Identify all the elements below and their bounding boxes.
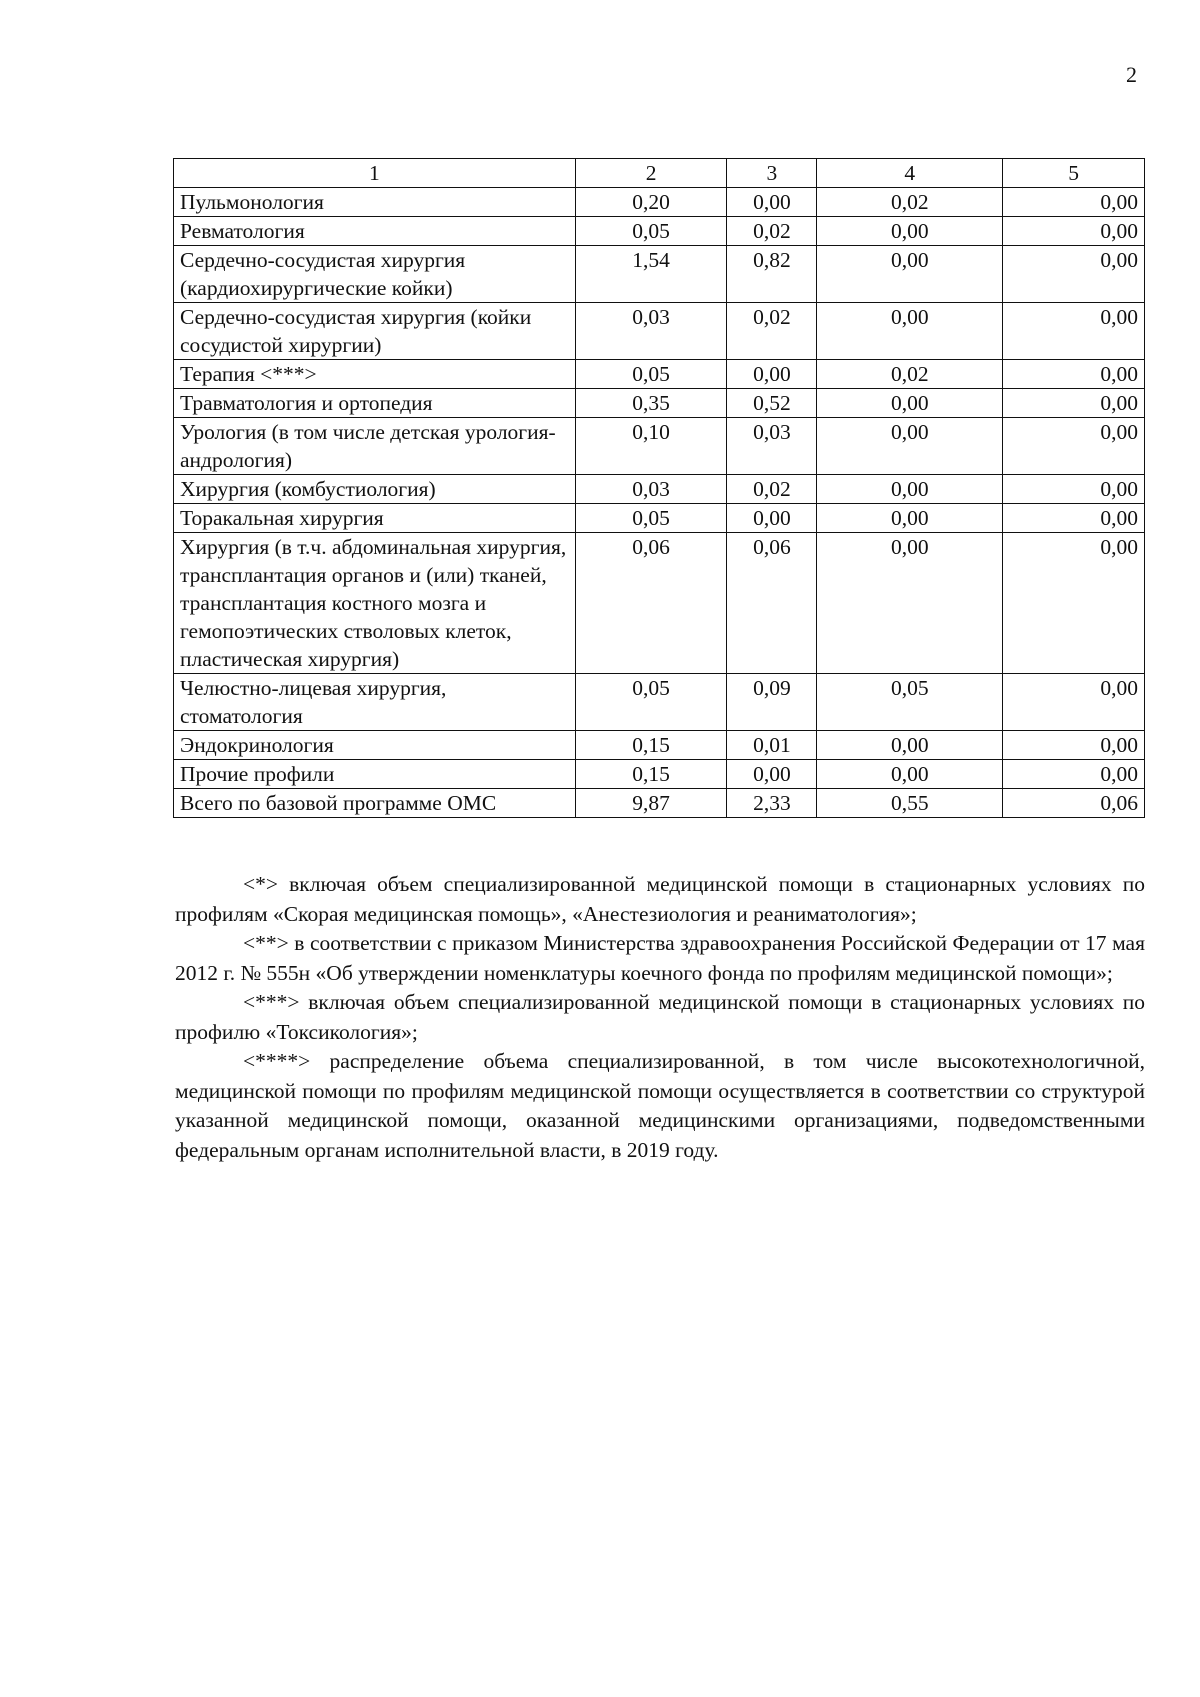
- value-cell: 0,00: [1003, 217, 1145, 246]
- column-header: 1: [174, 159, 576, 188]
- table-row: [174, 760, 1145, 789]
- value-cell: 0,00: [727, 188, 817, 217]
- value-cell: 0,00: [817, 418, 1003, 475]
- value-cell: 0,00: [1003, 475, 1145, 504]
- table-header-row: [174, 159, 1145, 188]
- footnote: <****> распределение объема специализированной, в том числе высокотехнологичной, медицинской помощи по профилям медицинской помощи осуществляется в соответствии со структурой указанной медицинской помощи, оказанной медицинскими организациями, подведомственными федеральным органам исполнительной власти, в 2019 году.: [175, 1049, 1145, 1162]
- column-header: 4: [817, 159, 1003, 188]
- value-cell: 0,05: [575, 360, 727, 389]
- table-row: [174, 303, 1145, 360]
- value-cell: 0,00: [817, 303, 1003, 360]
- value-cell: 0,02: [727, 303, 817, 360]
- value-cell: 0,02: [727, 217, 817, 246]
- value-cell: 0,15: [575, 760, 727, 789]
- profile-name-cell: Сердечно-сосудистая хирургия (койки сосудистой хирургии): [174, 303, 576, 360]
- value-cell: 0,82: [727, 246, 817, 303]
- value-cell: 0,03: [575, 303, 727, 360]
- footnote: <***> включая объем специализированной медицинской помощи в стационарных условиях по профилю «Токсикология»;: [175, 990, 1145, 1044]
- table-row: [174, 188, 1145, 217]
- table-row: [174, 217, 1145, 246]
- value-cell: 0,00: [727, 760, 817, 789]
- value-cell: 0,00: [817, 760, 1003, 789]
- column-header: 2: [575, 159, 727, 188]
- value-cell: 0,06: [1003, 789, 1145, 818]
- value-cell: 2,33: [727, 789, 817, 818]
- table-row: [174, 246, 1145, 303]
- table-row: [174, 731, 1145, 760]
- value-cell: 0,15: [575, 731, 727, 760]
- value-cell: 0,00: [817, 389, 1003, 418]
- value-cell: 0,00: [1003, 246, 1145, 303]
- value-cell: 1,54: [575, 246, 727, 303]
- table-row: [174, 360, 1145, 389]
- value-cell: 0,52: [727, 389, 817, 418]
- value-cell: 0,00: [727, 504, 817, 533]
- footnotes: [175, 870, 1145, 1165]
- value-cell: 0,05: [575, 674, 727, 731]
- value-cell: 0,02: [817, 188, 1003, 217]
- profile-name-cell: Травматология и ортопедия: [174, 389, 576, 418]
- value-cell: 0,00: [1003, 188, 1145, 217]
- column-header: 3: [727, 159, 817, 188]
- value-cell: 0,20: [575, 188, 727, 217]
- value-cell: 0,06: [727, 533, 817, 674]
- value-cell: 0,00: [1003, 674, 1145, 731]
- value-cell: 0,00: [1003, 533, 1145, 674]
- profile-name-cell: Торакальная хирургия: [174, 504, 576, 533]
- value-cell: 0,00: [1003, 360, 1145, 389]
- value-cell: 0,02: [817, 360, 1003, 389]
- profile-name-cell: Урология (в том числе детская урология-андрология): [174, 418, 576, 475]
- value-cell: 9,87: [575, 789, 727, 818]
- profile-name-cell: Эндокринология: [174, 731, 576, 760]
- footnote: <*> включая объем специализированной медицинской помощи в стационарных условиях по профилям «Скорая медицинская помощь», «Анестезиология и реаниматология»;: [175, 872, 1145, 926]
- value-cell: 0,00: [817, 217, 1003, 246]
- profile-name-cell: Сердечно-сосудистая хирургия (кардиохирургические койки): [174, 246, 576, 303]
- value-cell: 0,00: [1003, 731, 1145, 760]
- table-row: [174, 475, 1145, 504]
- profile-name-cell: Пульмонология: [174, 188, 576, 217]
- value-cell: 0,05: [575, 217, 727, 246]
- footnote: <**> в соответствии с приказом Министерства здравоохранения Российской Федерации от 17 мая 2012 г. № 555н «Об утверждении номенклатуры коечного фонда по профилям медицинской помощи»;: [175, 931, 1145, 985]
- value-cell: 0,00: [817, 246, 1003, 303]
- beds-volume-table: [173, 158, 1145, 818]
- value-cell: 0,35: [575, 389, 727, 418]
- value-cell: 0,00: [817, 504, 1003, 533]
- profile-name-cell: Ревматология: [174, 217, 576, 246]
- value-cell: 0,00: [1003, 504, 1145, 533]
- value-cell: 0,09: [727, 674, 817, 731]
- value-cell: 0,05: [575, 504, 727, 533]
- value-cell: 0,06: [575, 533, 727, 674]
- value-cell: 0,00: [1003, 760, 1145, 789]
- column-header: 5: [1003, 159, 1145, 188]
- value-cell: 0,05: [817, 674, 1003, 731]
- profile-name-cell: Хирургия (комбустиология): [174, 475, 576, 504]
- value-cell: 0,55: [817, 789, 1003, 818]
- profile-name-cell: Всего по базовой программе ОМС: [174, 789, 576, 818]
- table-row: [174, 504, 1145, 533]
- value-cell: 0,00: [727, 360, 817, 389]
- page-number: 2: [1126, 62, 1137, 87]
- value-cell: 0,00: [1003, 418, 1145, 475]
- profile-name-cell: Челюстно-лицевая хирургия, стоматология: [174, 674, 576, 731]
- table-row: [174, 674, 1145, 731]
- table-row: [174, 789, 1145, 818]
- value-cell: 0,00: [1003, 303, 1145, 360]
- value-cell: 0,00: [817, 731, 1003, 760]
- table-row: [174, 418, 1145, 475]
- value-cell: 0,00: [1003, 389, 1145, 418]
- value-cell: 0,00: [817, 475, 1003, 504]
- profile-name-cell: Терапия <***>: [174, 360, 576, 389]
- table-row: [174, 533, 1145, 674]
- value-cell: 0,10: [575, 418, 727, 475]
- value-cell: 0,01: [727, 731, 817, 760]
- value-cell: 0,02: [727, 475, 817, 504]
- value-cell: 0,00: [817, 533, 1003, 674]
- table-row: [174, 389, 1145, 418]
- profile-name-cell: Хирургия (в т.ч. абдоминальная хирургия, трансплантация органов и (или) тканей, трансплантация костного мозга и гемопоэтических стволовых клеток, пластическая хирургия): [174, 533, 576, 674]
- value-cell: 0,03: [575, 475, 727, 504]
- profile-name-cell: Прочие профили: [174, 760, 576, 789]
- value-cell: 0,03: [727, 418, 817, 475]
